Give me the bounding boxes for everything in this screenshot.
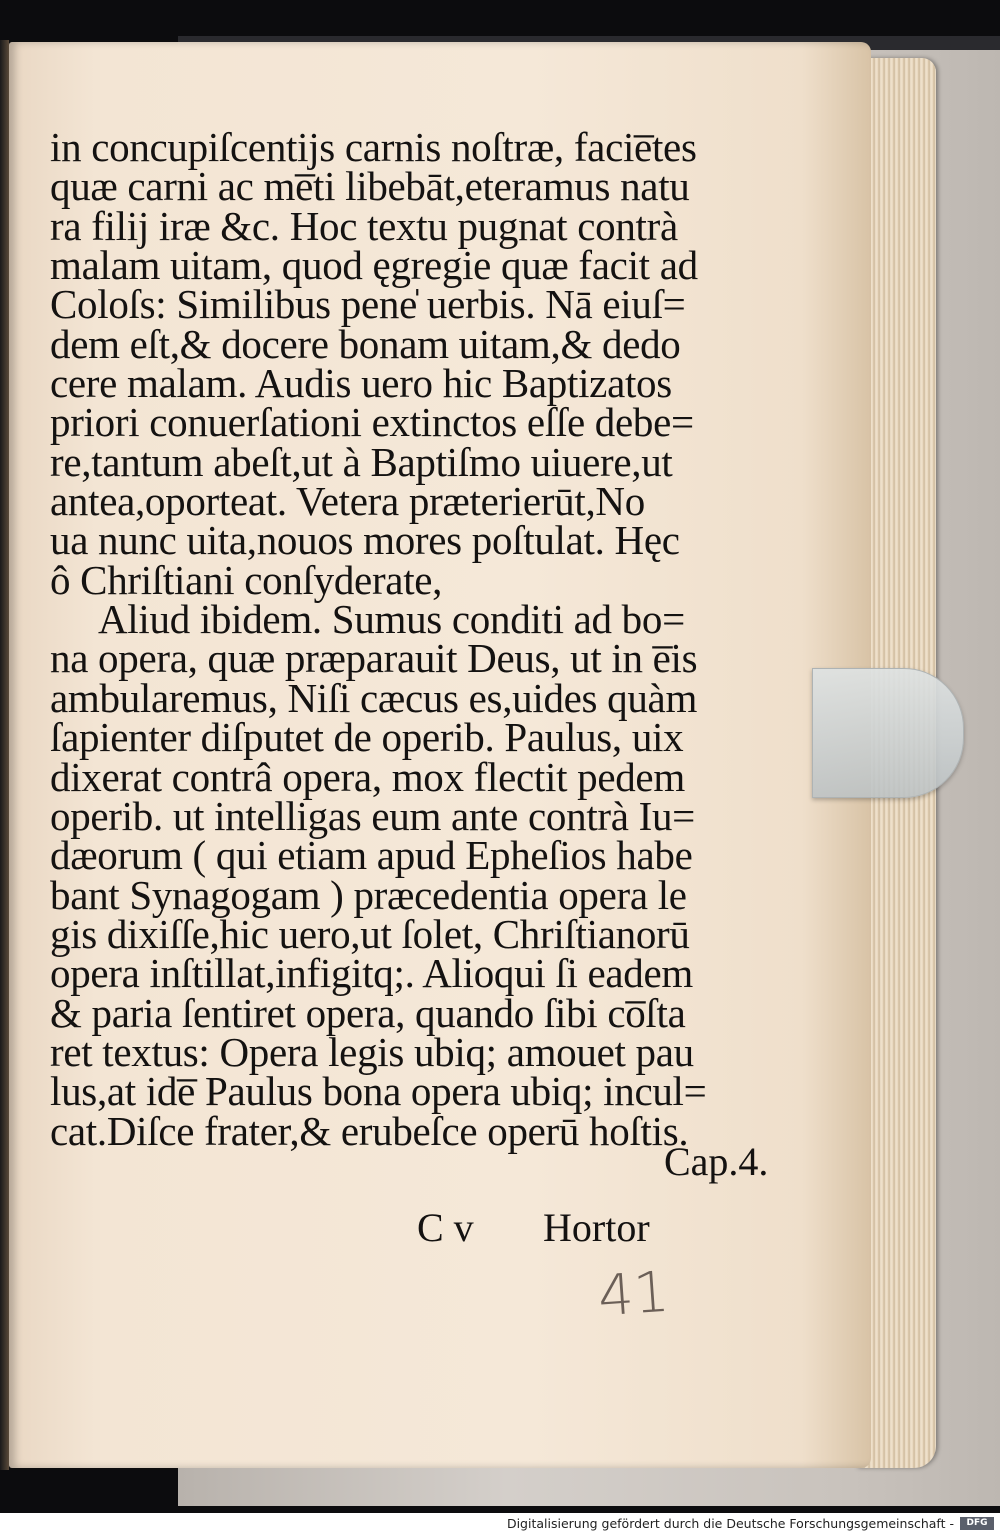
page-clip [812, 668, 964, 798]
text-line: dixerat contrâ opera, mox flectit pedem [50, 753, 685, 800]
text-line: priori conuerſationi extinctos eſſe debe= [50, 399, 694, 446]
text-line: cere malam. Audis uero hic Baptizatos [50, 360, 672, 407]
text-line: gis dixiſſe,hic uero,ut ſolet, Chriſtianorū [50, 910, 690, 957]
text-line: dem eſt,& docere bonam uitam,& dedo [50, 320, 681, 367]
text-line: ra filij iræ &c. Hoc textu pugnat contrà [50, 202, 678, 249]
binding-gutter [0, 40, 9, 1470]
text-line: in concupiſcentijs carnis noſtræ, facie̅tes [50, 124, 697, 170]
text-line: quæ carni ac me̅ti libebāt,eteramus natu [50, 163, 690, 210]
text-line: ua nunc uita,nouos mores poſtulat. Hęc [50, 517, 680, 564]
text-line: na opera, quæ præparauit Deus, ut in e̅is [50, 635, 698, 682]
text-line: ret textus: Opera legis ubiq; amouet pau [50, 1028, 694, 1075]
text-line: malam uitam, quod ęgregie quæ facit ad [50, 242, 698, 289]
text-line: dæorum ( qui etiam apud Epheſios habe [50, 832, 693, 879]
dfg-logo: DFG [960, 1517, 994, 1530]
footer-bar [0, 1513, 1000, 1535]
text-line: bant Synagogam ) præcedentia opera le [50, 871, 687, 918]
text-line: ſapienter diſputet de operib. Paulus, uix [50, 714, 684, 761]
pencil-folio-number: 41 [595, 1259, 672, 1330]
marginal-note: Cap.4. [664, 1139, 769, 1184]
signature-mark: C v [417, 1205, 474, 1250]
text-line: opera inſtillat,infigitq;. Alioqui ſi eadem [50, 950, 693, 997]
catchword: Hortor [543, 1205, 650, 1250]
text-line: ô Chriſtiani conſyderate, [50, 556, 443, 603]
text-line: ambularemus, Niſi cæcus es,uides quàm [50, 674, 698, 721]
text-line: & paria ſentiret opera, quando ſibi co̅ſta [50, 989, 686, 1036]
text-line: re,tantum abeſt,ut à Baptiſmo uiuere,ut [50, 438, 673, 485]
text-line: Aliud ibidem. Sumus conditi ad bo= [98, 596, 685, 643]
text-line: operib. ut intelligas eum ante contrà Iu= [50, 792, 695, 839]
text-line: Coloſs: Similibus pene̍ uerbis. Nā eiuſ= [50, 281, 686, 328]
page-text-block [50, 124, 707, 1154]
text-line: lus,at ide̅ Paulus bona opera ubiq; incul= [50, 1068, 707, 1115]
text-line: antea,oporteat. Vetera præterierūt,No [50, 478, 645, 525]
footer-credit: Digitalisierung gefördert durch die Deutsche Forschungsgemeinschaft - [506, 1516, 954, 1531]
text-line: cat.Diſce frater,& erubeſce operū hoſtis. [50, 1107, 689, 1154]
